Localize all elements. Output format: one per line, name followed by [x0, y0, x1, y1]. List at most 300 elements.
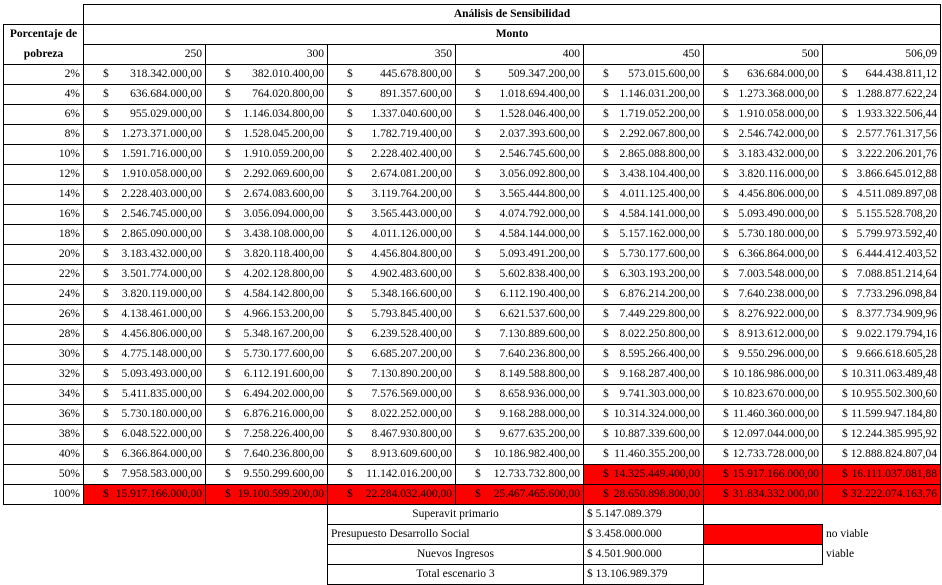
currency-sign: $: [475, 348, 481, 360]
legend-label-viable: viable: [826, 548, 855, 560]
legend-swatch-not-viable: [704, 525, 823, 545]
cost-cell: [84, 365, 206, 385]
cost-value: 3.820.119.000,00: [121, 288, 202, 300]
cost-value: 10.311.063.489,48: [851, 368, 937, 380]
currency-sign: $: [347, 388, 353, 400]
cost-cell: [206, 205, 328, 225]
cost-value: 16.111.037.081,88: [851, 468, 937, 480]
table-row: [4, 105, 941, 125]
cost-value: 11.460.360.000,00: [733, 408, 819, 420]
legend-swatch-viable: [704, 545, 823, 565]
cost-cell: [456, 245, 584, 265]
cost-cell: [704, 85, 823, 105]
cost-value: 955.029.000,00: [130, 108, 202, 120]
cost-value: 9.168.288.000,00: [499, 408, 580, 420]
currency-sign: $: [225, 348, 231, 360]
cost-cell-not-viable: [704, 465, 823, 485]
cost-value: 6.366.864.000,00: [738, 248, 819, 260]
cost-value: 5.793.845.400,00: [371, 308, 452, 320]
cost-cell: [206, 265, 328, 285]
column-header: 450: [584, 45, 704, 65]
cost-cell: [328, 285, 456, 305]
cost-value: 3.820.118.400,00: [243, 248, 324, 260]
currency-sign: $: [225, 108, 231, 120]
cost-cell: [206, 185, 328, 205]
cost-cell: [206, 245, 328, 265]
cost-cell: [584, 245, 704, 265]
cost-value: 8.595.266.400,00: [619, 348, 700, 360]
cost-cell: [84, 285, 206, 305]
currency-sign: $: [475, 408, 481, 420]
table-row: [4, 445, 941, 465]
nuevos-ingresos-label: Nuevos Ingresos: [328, 545, 584, 565]
currency-sign: $: [475, 88, 481, 100]
currency-sign: $: [225, 308, 231, 320]
cost-cell: [84, 325, 206, 345]
table-row: [4, 285, 941, 305]
cost-cell: [456, 65, 584, 85]
cost-cell: [823, 165, 941, 185]
poverty-percentage: 100%: [4, 485, 84, 505]
currency-sign: $: [842, 428, 848, 440]
table-row: [4, 385, 941, 405]
currency-sign: $: [603, 308, 609, 320]
currency-sign: $: [475, 328, 481, 340]
currency-sign: $: [603, 388, 609, 400]
cost-value: 6.112.191.600,00: [243, 368, 324, 380]
cost-cell: [328, 205, 456, 225]
cost-cell: [206, 365, 328, 385]
column-header: 250: [84, 45, 206, 65]
cost-cell: [84, 465, 206, 485]
currency-sign: $: [475, 228, 481, 240]
currency-sign: $: [347, 368, 353, 380]
cost-cell: [584, 265, 704, 285]
currency-sign: $: [842, 308, 848, 320]
currency-sign: $: [842, 328, 848, 340]
cost-cell: [328, 365, 456, 385]
cost-cell: [328, 185, 456, 205]
cost-value: 891.357.600,00: [380, 88, 452, 100]
cost-cell: [84, 65, 206, 85]
cost-value: 2.577.761.317,56: [856, 128, 937, 140]
currency-sign: $: [723, 148, 729, 160]
currency-sign: $: [103, 388, 109, 400]
cost-value: 8.022.252.000,00: [371, 408, 452, 420]
cost-cell: [823, 105, 941, 125]
cost-value: 5.155.528.708,20: [856, 208, 937, 220]
nuevos-ingresos-row: [4, 545, 941, 565]
cost-cell: [84, 385, 206, 405]
cost-cell: [84, 105, 206, 125]
currency-sign: $: [842, 268, 848, 280]
cost-value: 2.292.069.600,00: [243, 168, 324, 180]
cost-value: 8.377.734.909,96: [856, 308, 937, 320]
cost-cell: [84, 445, 206, 465]
cost-value: 1.273.371.000,00: [121, 128, 202, 140]
cost-value: 3.866.645.012,88: [856, 168, 937, 180]
cost-value: 8.149.588.800,00: [499, 368, 580, 380]
cost-cell: [584, 185, 704, 205]
currency-sign: $: [842, 368, 848, 380]
cost-cell-not-viable: [328, 485, 456, 505]
poverty-percentage: 10%: [4, 145, 84, 165]
cost-value: 4.456.806.000,00: [738, 188, 819, 200]
currency-sign: $: [103, 228, 109, 240]
currency-sign: $: [603, 368, 609, 380]
cost-cell: [823, 245, 941, 265]
cost-value: 8.658.936.000,00: [499, 388, 580, 400]
cost-cell: [823, 125, 941, 145]
cost-value: 4.138.461.000,00: [121, 308, 202, 320]
cost-value: 3.565.443.000,00: [371, 208, 452, 220]
cost-cell-not-viable: [584, 485, 704, 505]
table-row: [4, 85, 941, 105]
cost-cell: [823, 65, 941, 85]
currency-sign: $: [103, 68, 109, 80]
currency-sign: $: [347, 208, 353, 220]
cost-cell-not-viable: [823, 465, 941, 485]
currency-sign: $: [475, 448, 481, 460]
cost-value: 3.438.108.000,00: [243, 228, 324, 240]
currency-sign: $: [103, 128, 109, 140]
cost-value: 3.222.206.201,76: [856, 148, 937, 160]
currency-sign: $: [225, 388, 231, 400]
cost-cell: [584, 65, 704, 85]
currency-sign: $: [103, 208, 109, 220]
cost-value: 3.056.094.000,00: [243, 208, 324, 220]
cost-cell: [823, 225, 941, 245]
currency-sign: $: [225, 88, 231, 100]
cost-value: 1.782.719.400,00: [371, 128, 452, 140]
currency-sign: $: [603, 128, 609, 140]
cost-cell-not-viable: [823, 485, 941, 505]
currency-sign: $: [347, 308, 353, 320]
cost-cell: [704, 125, 823, 145]
currency-sign: $: [723, 428, 729, 440]
currency-sign: $: [475, 248, 481, 260]
currency-sign: $: [842, 468, 848, 480]
currency-sign: $: [475, 368, 481, 380]
cost-value: 1.528.045.200,00: [243, 128, 324, 140]
cost-value: 10.314.324.000,00: [613, 408, 700, 420]
cost-cell: [84, 225, 206, 245]
poverty-percentage: 38%: [4, 425, 84, 445]
cost-cell: [328, 145, 456, 165]
currency-sign: $: [842, 228, 848, 240]
cost-value: 7.258.226.400,00: [243, 428, 324, 440]
currency-sign: $: [225, 328, 231, 340]
cost-value: 644.438.811,12: [865, 68, 937, 80]
cost-cell: [206, 425, 328, 445]
cost-cell: [704, 405, 823, 425]
cost-value: 5.348.167.200,00: [243, 328, 324, 340]
currency-sign: $: [603, 408, 609, 420]
currency-sign: $: [475, 488, 481, 500]
currency-sign: $: [475, 128, 481, 140]
cost-value: 6.366.864.000,00: [121, 448, 202, 460]
currency-sign: $: [723, 408, 729, 420]
cost-value: 15.917.166.000,00: [115, 488, 202, 500]
cost-cell: [584, 305, 704, 325]
currency-sign: $: [842, 168, 848, 180]
cost-value: 6.685.207.200,00: [371, 348, 452, 360]
cost-value: 5.730.177.600,00: [243, 348, 324, 360]
cost-cell: [704, 305, 823, 325]
cost-value: 4.011.125.400,00: [619, 188, 700, 200]
cost-value: 7.088.851.214,64: [856, 268, 937, 280]
cost-value: 1.018.694.400,00: [499, 88, 580, 100]
currency-sign: $: [723, 208, 729, 220]
cost-value: 1.273.368.000,00: [738, 88, 819, 100]
currency-sign: $: [842, 448, 848, 460]
cost-value: 764.020.800,00: [252, 88, 324, 100]
cost-cell: [328, 65, 456, 85]
superavit-primario-value: $ 5.147.089.379: [584, 505, 704, 525]
cost-value: 2.292.067.800,00: [619, 128, 700, 140]
currency-sign: $: [842, 488, 848, 500]
currency-sign: $: [475, 188, 481, 200]
cost-cell: [206, 325, 328, 345]
cost-cell: [584, 145, 704, 165]
cost-cell: [84, 305, 206, 325]
currency-sign: $: [842, 408, 848, 420]
table-row: [4, 185, 941, 205]
cost-cell: [456, 125, 584, 145]
currency-sign: $: [723, 488, 729, 500]
currency-sign: $: [103, 488, 109, 500]
currency-sign: $: [603, 448, 609, 460]
poverty-percentage: 32%: [4, 365, 84, 385]
cost-cell-not-viable: [584, 465, 704, 485]
currency-sign: $: [347, 88, 353, 100]
cost-value: 6.876.214.200,00: [619, 288, 700, 300]
cost-cell: [456, 305, 584, 325]
cost-cell: [584, 345, 704, 365]
cost-cell: [206, 305, 328, 325]
cost-cell: [206, 85, 328, 105]
cost-cell: [823, 405, 941, 425]
poverty-percentage: 30%: [4, 345, 84, 365]
cost-cell: [328, 345, 456, 365]
currency-sign: $: [225, 228, 231, 240]
cost-cell: [456, 85, 584, 105]
cost-value: 6.239.528.400,00: [371, 328, 452, 340]
currency-sign: $: [475, 428, 481, 440]
currency-sign: $: [225, 128, 231, 140]
currency-sign: $: [603, 148, 609, 160]
poverty-percentage: 50%: [4, 465, 84, 485]
cost-value: 4.074.792.000,00: [499, 208, 580, 220]
cost-cell: [456, 405, 584, 425]
cost-value: 10.186.986.000,00: [732, 368, 819, 380]
cost-value: 7.576.569.000,00: [371, 388, 452, 400]
cost-value: 8.276.922.000,00: [738, 308, 819, 320]
cost-value: 3.183.432.000,00: [738, 148, 819, 160]
currency-sign: $: [723, 388, 729, 400]
cost-value: 4.584.141.000,00: [619, 208, 700, 220]
cost-cell: [206, 445, 328, 465]
cost-value: 509.347.200,00: [508, 68, 580, 80]
cost-value: 2.865.090.000,00: [121, 228, 202, 240]
cost-value: 6.303.193.200,00: [619, 268, 700, 280]
currency-sign: $: [225, 168, 231, 180]
cost-cell: [328, 165, 456, 185]
cost-cell: [206, 285, 328, 305]
cost-cell: [704, 225, 823, 245]
poverty-percentage: 26%: [4, 305, 84, 325]
cost-cell: [84, 405, 206, 425]
cost-value: 2.546.745.600,00: [499, 148, 580, 160]
cost-value: 1.910.058.000,00: [121, 168, 202, 180]
cost-cell: [84, 145, 206, 165]
currency-sign: $: [842, 348, 848, 360]
currency-sign: $: [225, 188, 231, 200]
cost-value: 1.146.031.200,00: [619, 88, 700, 100]
cost-value: 9.677.635.200,00: [499, 428, 580, 440]
cost-value: 1.146.034.800,00: [243, 108, 324, 120]
poverty-percentage: 2%: [4, 65, 84, 85]
currency-sign: $: [603, 228, 609, 240]
poverty-percentage: 16%: [4, 205, 84, 225]
cost-cell: [328, 125, 456, 145]
cost-cell: [704, 185, 823, 205]
cost-cell: [206, 65, 328, 85]
cost-cell: [704, 445, 823, 465]
currency-sign: $: [475, 268, 481, 280]
currency-sign: $: [603, 88, 609, 100]
cost-cell: [704, 385, 823, 405]
cost-cell: [84, 345, 206, 365]
cost-cell: [704, 165, 823, 185]
page-footer-cropped: [3, 512, 938, 521]
table-row: [4, 225, 941, 245]
currency-sign: $: [347, 448, 353, 460]
cost-value: 9.168.287.400,00: [619, 368, 700, 380]
cost-cell: [823, 185, 941, 205]
cost-cell: [328, 265, 456, 285]
poverty-percentage: 34%: [4, 385, 84, 405]
sensitivity-table: [3, 4, 941, 585]
currency-sign: $: [225, 208, 231, 220]
table-row: [4, 345, 941, 365]
currency-sign: $: [723, 328, 729, 340]
cost-value: 4.966.153.200,00: [243, 308, 324, 320]
currency-sign: $: [103, 108, 109, 120]
cost-cell: [823, 345, 941, 365]
currency-sign: $: [723, 308, 729, 320]
currency-sign: $: [347, 168, 353, 180]
cost-value: 5.093.493.000,00: [121, 368, 202, 380]
cost-cell: [823, 305, 941, 325]
currency-sign: $: [103, 168, 109, 180]
currency-sign: $: [603, 488, 609, 500]
currency-sign: $: [347, 288, 353, 300]
cost-cell: [823, 325, 941, 345]
cost-value: 4.202.128.800,00: [243, 268, 324, 280]
currency-sign: $: [347, 248, 353, 260]
cost-cell: [328, 305, 456, 325]
cost-value: 382.010.400,00: [252, 68, 324, 80]
cost-value: 7.958.583.000,00: [121, 468, 202, 480]
currency-sign: $: [603, 288, 609, 300]
cost-value: 2.546.742.000,00: [738, 128, 819, 140]
cost-value: 8.913.609.600,00: [371, 448, 452, 460]
cost-value: 12.733.728.000,00: [732, 448, 819, 460]
currency-sign: $: [842, 148, 848, 160]
currency-sign: $: [225, 288, 231, 300]
cost-value: 19.100.599.200,00: [237, 488, 324, 500]
cost-value: 9.022.179.794,16: [856, 328, 937, 340]
table-row: [4, 365, 941, 385]
cost-cell: [328, 225, 456, 245]
cost-cell: [704, 145, 823, 165]
cost-value: 9.741.303.000,00: [619, 388, 700, 400]
cost-value: 2.228.403.000,00: [121, 188, 202, 200]
poverty-percentage: 24%: [4, 285, 84, 305]
column-header: 400: [456, 45, 584, 65]
cost-value: 1.933.322.506,44: [856, 108, 937, 120]
cost-cell: [823, 385, 941, 405]
cost-value: 12.244.385.995,92: [850, 428, 937, 440]
cost-cell: [823, 205, 941, 225]
cost-value: 1.591.716.000,00: [121, 148, 202, 160]
currency-sign: $: [347, 348, 353, 360]
cost-value: 3.820.116.000,00: [738, 168, 819, 180]
currency-sign: $: [603, 268, 609, 280]
cost-cell: [206, 145, 328, 165]
currency-sign: $: [842, 208, 848, 220]
cost-value: 5.730.177.600,00: [619, 248, 700, 260]
poverty-percentage: 12%: [4, 165, 84, 185]
cost-cell: [584, 425, 704, 445]
currency-sign: $: [603, 468, 609, 480]
currency-sign: $: [842, 388, 848, 400]
cost-value: 15.917.166.000,00: [732, 468, 819, 480]
cost-value: 11.599.947.184,80: [851, 408, 937, 420]
cost-cell: [84, 205, 206, 225]
cost-value: 7.733.296.098,84: [856, 288, 937, 300]
cost-cell: [823, 145, 941, 165]
table-title: Análisis de Sensibilidad: [84, 5, 941, 25]
row-label-header-line1: Porcentaje de: [4, 25, 84, 45]
cost-cell: [584, 445, 704, 465]
cost-value: 10.186.982.400,00: [493, 448, 580, 460]
cost-cell: [584, 85, 704, 105]
cost-cell: [456, 145, 584, 165]
cost-value: 7.640.236.800,00: [243, 448, 324, 460]
poverty-percentage: 4%: [4, 85, 84, 105]
cost-value: 4.456.806.000,00: [121, 328, 202, 340]
cost-cell: [704, 425, 823, 445]
cost-value: 3.438.104.400,00: [619, 168, 700, 180]
currency-sign: $: [723, 88, 729, 100]
cost-value: 12.097.044.000,00: [732, 428, 819, 440]
presupuesto-desarrollo-social-value: $ 3.458.000.000: [584, 525, 704, 545]
cost-cell: [328, 405, 456, 425]
cost-cell: [456, 165, 584, 185]
currency-sign: $: [225, 268, 231, 280]
currency-sign: $: [225, 488, 231, 500]
cost-cell: [704, 205, 823, 225]
currency-sign: $: [723, 188, 729, 200]
poverty-percentage: 18%: [4, 225, 84, 245]
currency-sign: $: [103, 308, 109, 320]
cost-cell: [328, 245, 456, 265]
currency-sign: $: [723, 168, 729, 180]
cost-value: 4.902.483.600,00: [371, 268, 452, 280]
table-row: [4, 245, 941, 265]
